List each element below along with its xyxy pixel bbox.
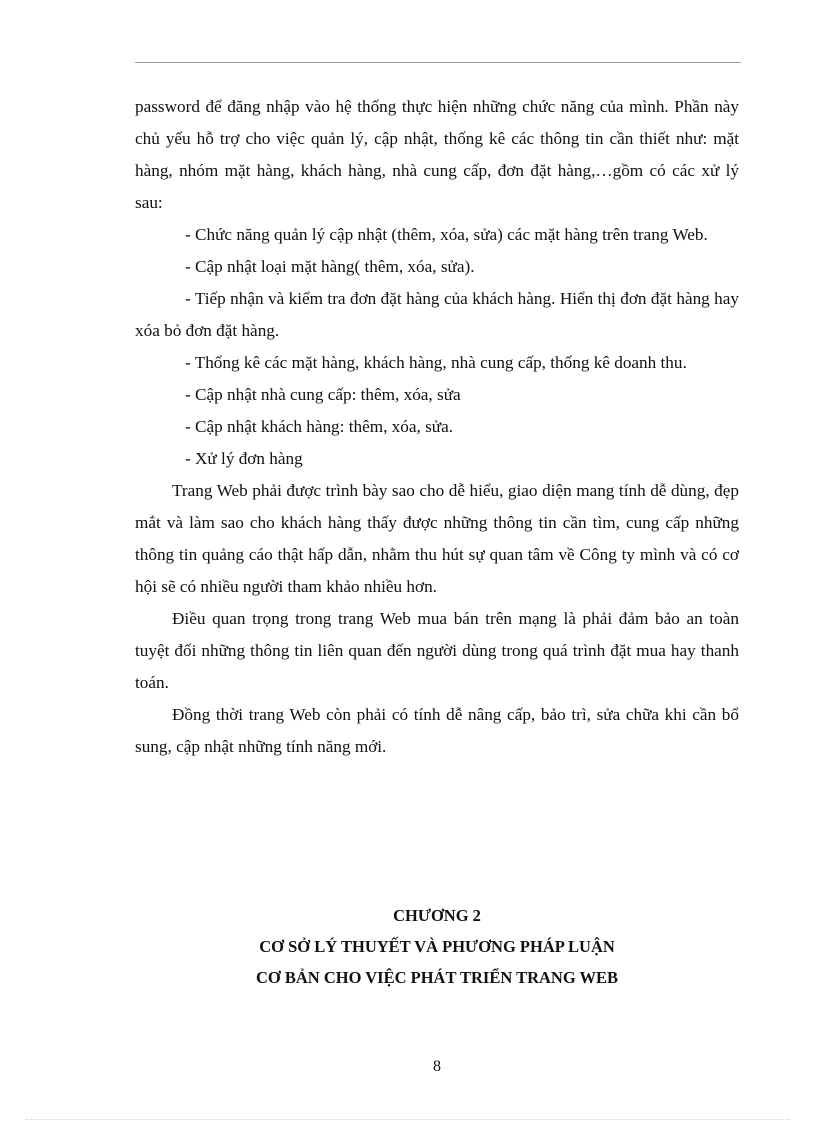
list-item: - Xử lý đơn hàng: [185, 449, 303, 468]
paragraph-intro-line: password để đăng nhập vào hệ thống thực hiện những chức năng của mình. Phần: [135, 97, 709, 116]
list-item: - Cập nhật nhà cung cấp: thêm, xóa, sửa: [185, 385, 461, 404]
paragraph-intro-line: như: mặt hàng, nhóm mặt hàng, khách hàng, nhà cung cấp, đơn đặt hàng,…gồm: [135, 129, 740, 180]
list-item: - Thống kê các mặt hàng, khách hàng, nhà cung cấp, thống kê doanh thu.: [185, 353, 687, 372]
list-item: - Cập nhật loại mặt hàng( thêm, xóa, sửa).: [185, 257, 475, 276]
chapter-label: CHƯƠNG 2: [393, 906, 481, 925]
list-item: - Cập nhật khách hàng: thêm, xóa, sửa.: [185, 417, 454, 436]
paragraph-intro: [135, 91, 739, 219]
page-bottom-border: [26, 1119, 790, 1120]
paragraph-maintenance: Đồng thời trang Web còn phải có tính dễ nâng cấp, bảo trì, sửa chữa khi cần bổ sung, cập nhật những tính năng mới.: [135, 705, 739, 756]
list-item: - Chức năng quản lý cập nhật (thêm, xóa, sửa) các mặt hàng trên trang Web.: [185, 225, 708, 244]
header-divider: [135, 62, 741, 63]
paragraph-web-design: Trang Web phải được trình bày sao cho dễ hiểu, giao diện mang tính dễ dùng, đẹp mắt và làm sao cho khách hàng thấy được những thông tin cần tìm, cung cấp những thông tin quảng cáo thật hấp dẫn, nhằm thu hút sự quan tâm về Công ty mình và có cơ hội sẽ có nhiều người tham khảo nhiều hơn.: [135, 481, 739, 596]
paragraph-security: Điều quan trọng trong trang Web mua bán trên mạng là phải đảm bảo an toàn tuyệt đối những thông tin liên quan đến người dùng trong quá trình đặt mua hay thanh toán.: [135, 609, 739, 692]
document-body: [135, 91, 739, 763]
page-number: 8: [433, 1058, 441, 1075]
list-item: - Tiếp nhận và kiểm tra đơn đặt hàng của khách hàng. Hiển thị đơn đặt hàng hay xóa bỏ đơn đặt hàng.: [135, 289, 739, 340]
chapter-title-line-2: CƠ BẢN CHO VIỆC PHÁT TRIỂN TRANG WEB: [255, 968, 618, 987]
paragraph-intro-line: này chủ yếu hỗ trợ cho việc quản lý, cập nhật, thống kê các thông tin cần thiết: [135, 97, 740, 148]
paragraph-intro-line: có các xử lý sau:: [135, 161, 740, 212]
chapter-title-line-1: CƠ SỞ LÝ THUYẾT VÀ PHƯƠNG PHÁP LUẬN: [259, 937, 615, 956]
chapter-heading: [135, 900, 739, 993]
